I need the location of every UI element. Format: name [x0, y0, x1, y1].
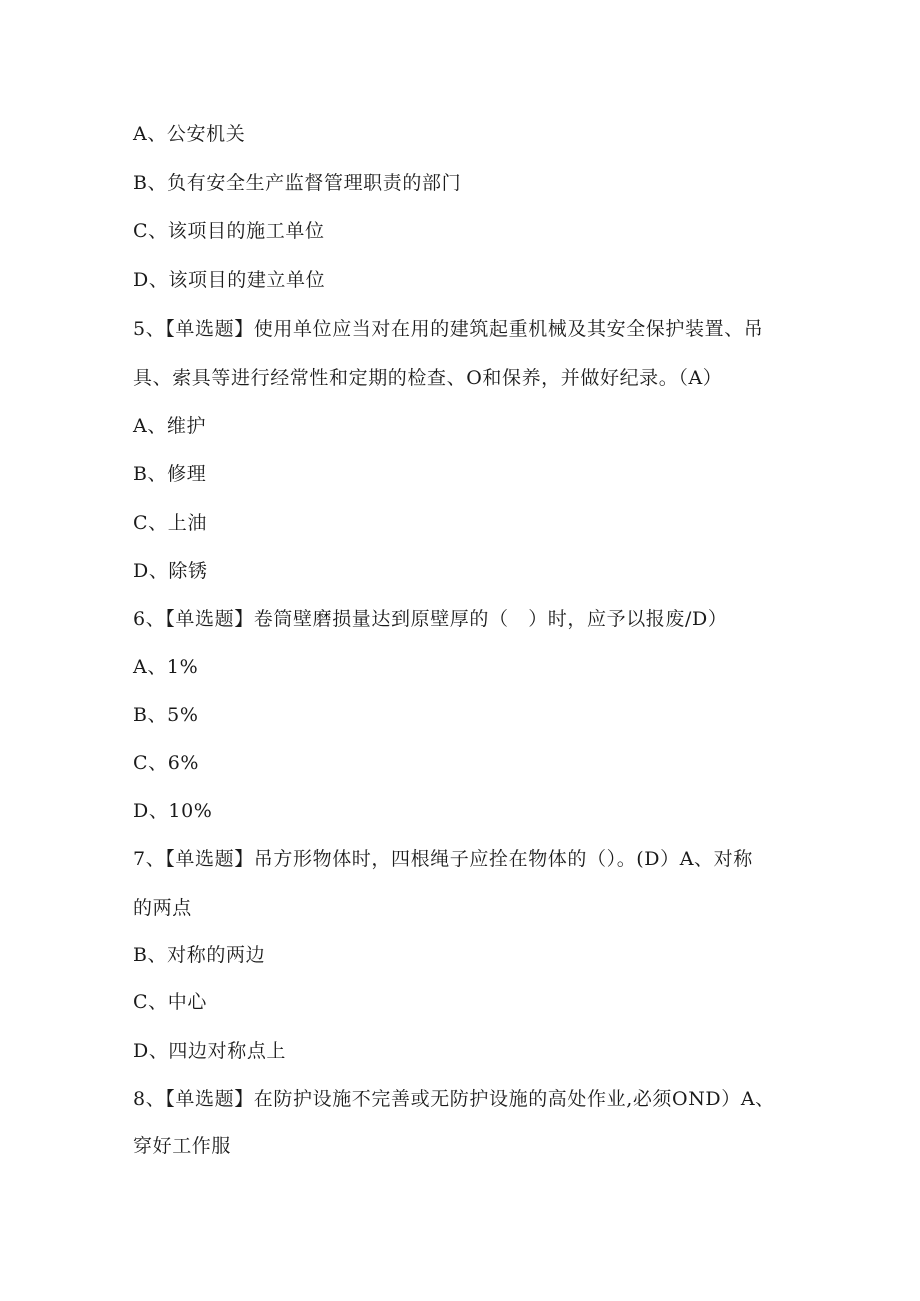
question-5-line-2: 具、索具等进行经常性和定期的检查、O和保养，并做好纪录。（A）	[133, 367, 723, 389]
question-5-line-1: 5、【单选题】使用单位应当对在用的建筑起重机械及其安全保护装置、吊	[133, 318, 764, 340]
option-5a: A、维护	[133, 415, 207, 437]
option-4d: D、该项目的建立单位	[133, 269, 326, 291]
option-6d: D、10%	[133, 800, 213, 822]
question-7-line-2: 的两点	[133, 897, 192, 919]
option-5b: B、修理	[133, 463, 207, 485]
question-8-line-1: 8、【单选题】在防护设施不完善或无防护设施的高处作业,必须OND）A、	[133, 1088, 775, 1110]
option-7d: D、四边对称点上	[133, 1040, 287, 1062]
option-4b: B、负有安全生产监督管理职责的部门	[133, 172, 462, 194]
option-4c: C、该项目的施工单位	[133, 220, 325, 242]
option-6b: B、5%	[133, 704, 199, 726]
option-6c: C、6%	[133, 752, 200, 774]
option-7c: C、中心	[133, 991, 207, 1013]
question-6: 6、【单选题】卷筒壁磨损量达到原壁厚的（ ）时，应予以报废/D）	[133, 608, 728, 630]
option-7b: B、对称的两边	[133, 944, 266, 966]
question-7-line-1: 7、【单选题】吊方形物体时，四根绳子应拴在物体的（）。(D）A、对称	[133, 848, 753, 870]
option-5d: D、除锈	[133, 560, 208, 582]
option-5c: C、上油	[133, 512, 207, 534]
option-4a: A、公安机关	[133, 123, 246, 145]
question-8-line-2: 穿好工作服	[133, 1135, 232, 1157]
option-6a: A、1%	[133, 656, 199, 678]
